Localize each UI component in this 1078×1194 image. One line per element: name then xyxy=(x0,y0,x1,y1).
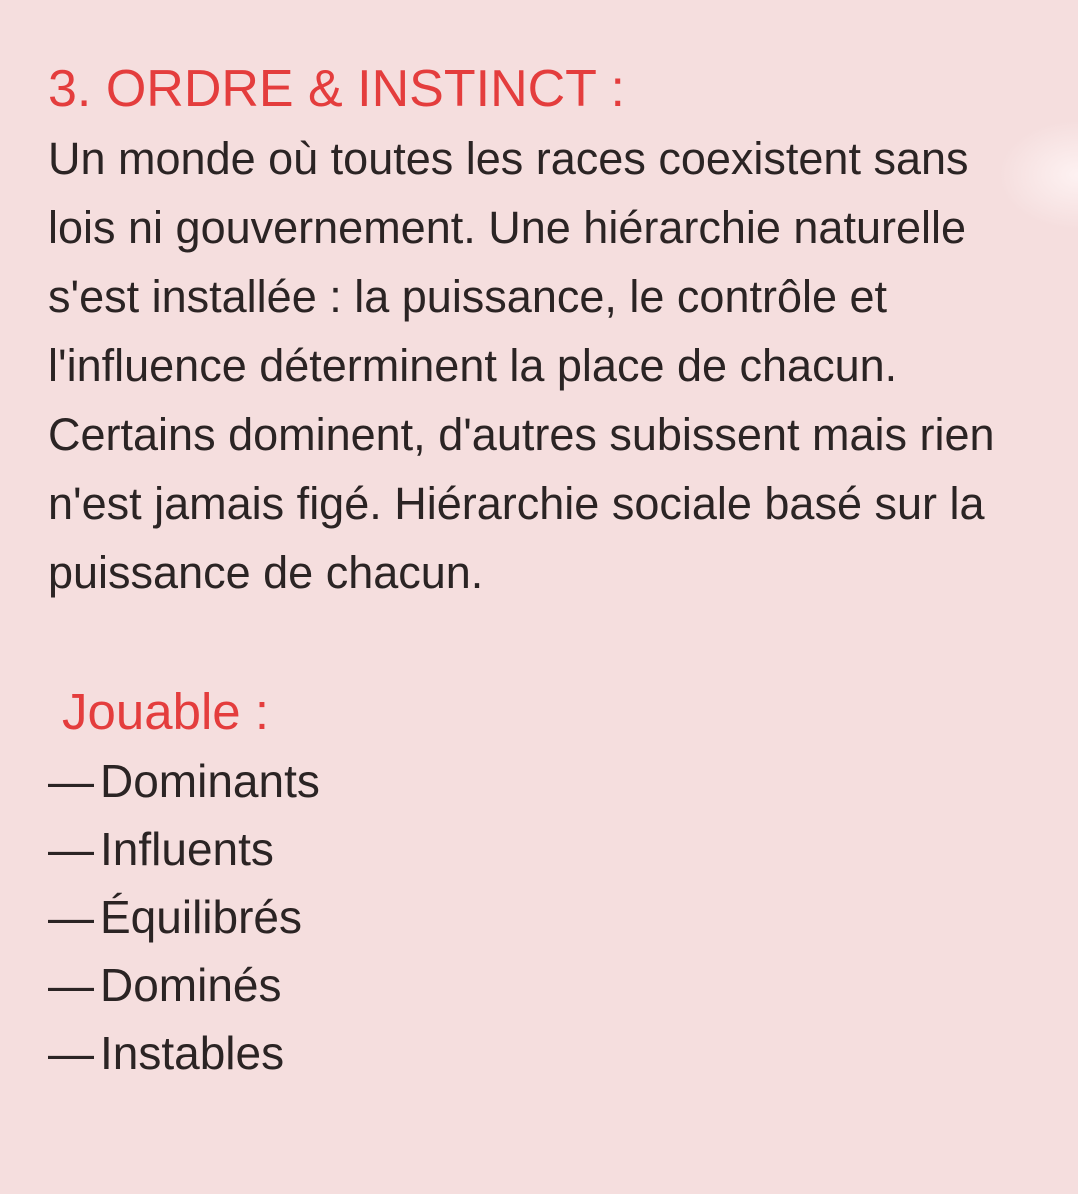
dash-marker: — xyxy=(48,891,94,943)
list-item-label: Dominés xyxy=(100,959,282,1011)
list-item xyxy=(48,1019,1038,1087)
list-item-label: Dominants xyxy=(100,755,320,807)
list-item xyxy=(48,883,1038,951)
list-item-label: Équilibrés xyxy=(100,891,302,943)
dash-marker: — xyxy=(48,1027,94,1079)
section-title: 3. ORDRE & INSTINCT : xyxy=(48,60,625,118)
playable-block xyxy=(48,677,1038,1087)
list-item xyxy=(48,951,1038,1019)
content xyxy=(48,54,1038,1087)
list-item xyxy=(48,815,1038,883)
playable-list xyxy=(48,747,1038,1087)
dash-marker: — xyxy=(48,755,94,807)
dash-marker: — xyxy=(48,959,94,1011)
playable-title: Jouable : xyxy=(62,683,269,740)
list-item-label: Instables xyxy=(100,1027,285,1079)
list-item-label: Influents xyxy=(100,823,274,875)
dash-marker: — xyxy=(48,823,94,875)
section-paragraph: Un monde où toutes les races coexistent sans lois ni gouvernement. Une hiérarchie naturelle s'est installée : la puissance, le contrôle et l'influence déterminent la place de chacun. Certains dominent, d'autres subissent mais rien n'est jamais figé. Hiérarchie sociale basé sur la puissance de chacun. xyxy=(48,133,995,598)
list-item xyxy=(48,747,1038,815)
